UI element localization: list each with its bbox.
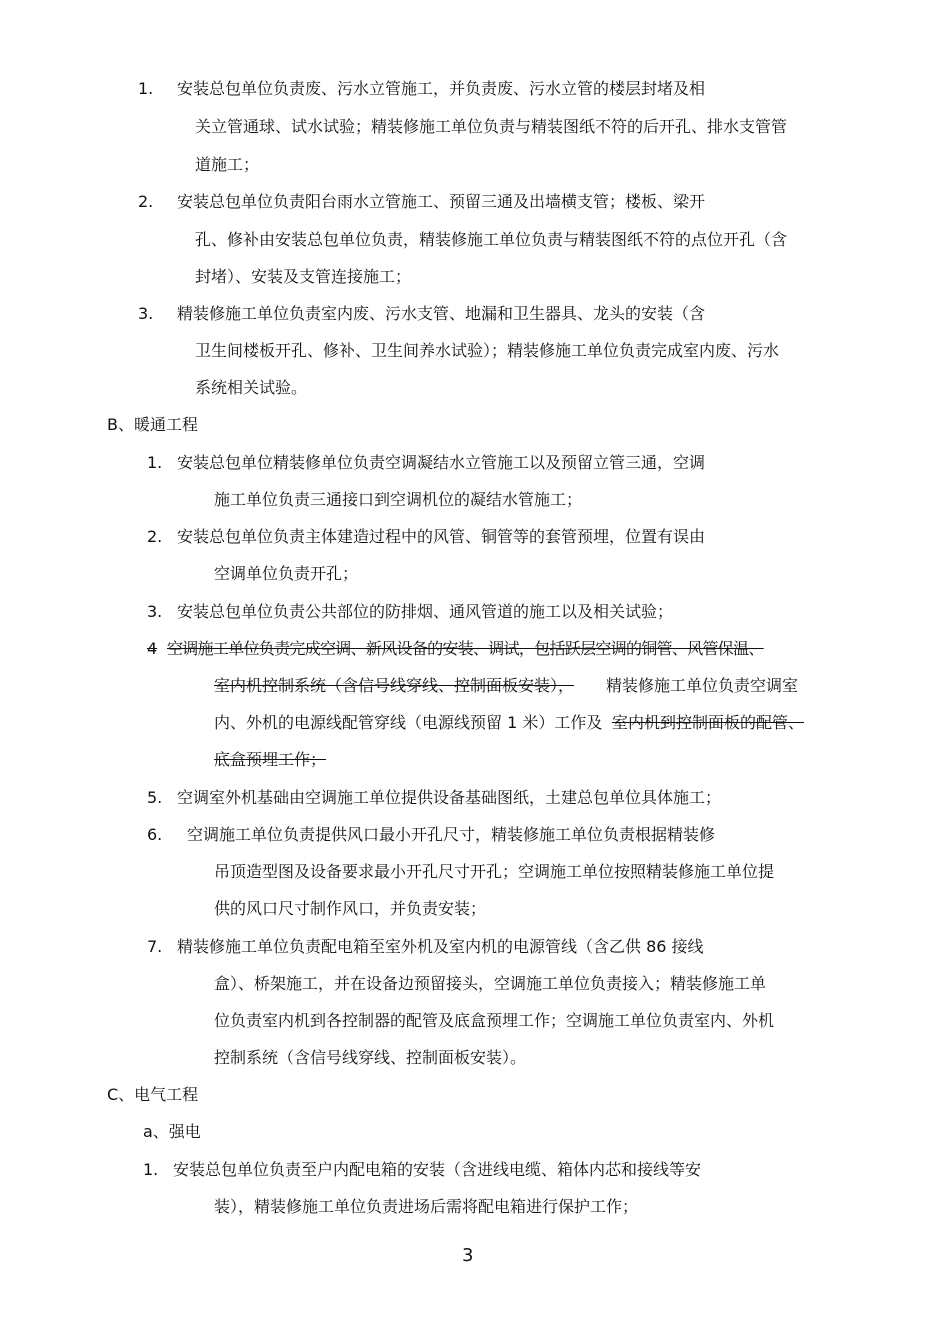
text-line: 安装总包单位负责公共部位的防排烟、通风管道的施工以及相关试验； — [177, 602, 674, 621]
text-line: 安装总包单位精装修单位负责空调凝结水立管施工以及预留立管三通，空调 — [177, 453, 706, 472]
list-number: 3. — [147, 602, 163, 621]
list-number: 4 — [147, 639, 158, 658]
text-line: 道施工； — [195, 155, 260, 174]
page-number: 3 — [462, 1245, 474, 1266]
text-line: 封堵）、安装及支管连接施工； — [195, 267, 412, 286]
text-line: 盒）、桥架施工，并在设备边预留接头，空调施工单位负责接入；精装修施工单 — [214, 974, 767, 993]
text-line: 空调室外机基础由空调施工单位提供设备基础图纸，土建总包单位具体施工； — [177, 788, 722, 807]
struck-text-line: 室内机到控制面板的配管、 — [612, 713, 805, 732]
text-line: 安装总包单位负责主体建造过程中的风管、铜管等的套管预埋，位置有误由 — [177, 527, 706, 546]
text-line: 位负责室内机到各控制器的配管及底盒预埋工作；空调施工单位负责室内、外机 — [214, 1011, 775, 1030]
text-line: 精装修施工单位负责空调室 — [606, 676, 799, 695]
section-heading: C、电气工程 — [107, 1085, 199, 1104]
list-number: 7. — [147, 937, 163, 956]
text-line: 精装修施工单位负责室内废、污水支管、地漏和卫生器具、龙头的安装（含 — [177, 304, 706, 323]
text-line: 空调单位负责开孔； — [214, 564, 359, 583]
list-number: 1. — [143, 1160, 159, 1179]
text-line: 施工单位负责三通接口到空调机位的凝结水管施工； — [214, 490, 583, 509]
struck-text-line: 底盒预埋工作； — [214, 750, 327, 769]
list-number: 5. — [147, 788, 163, 807]
list-number: 2. — [147, 527, 163, 546]
struck-text-line: 室内机控制系统（含信号线穿线、控制面板安装）， — [214, 676, 575, 695]
text-line: 内、外机的电源线配管穿线（电源线预留 1 米）工作及 — [214, 713, 603, 732]
text-line: 安装总包单位负责至户内配电箱的安装（含进线电缆、箱体内芯和接线等安 — [173, 1160, 702, 1179]
struck-text-line: 空调施工单位负责完成空调、新风设备的安装、调试，包括跃层空调的铜管、风管保温、 — [167, 639, 764, 658]
section-heading: B、暖通工程 — [107, 415, 198, 434]
text-line: 安装总包单位负责阳台雨水立管施工、预留三通及出墙横支管；楼板、梁开 — [177, 192, 706, 211]
text-line: 孔、修补由安装总包单位负责，精装修施工单位负责与精装图纸不符的点位开孔（含 — [195, 230, 788, 249]
subsection-heading: a、强电 — [143, 1122, 201, 1141]
text-line: 精装修施工单位负责配电箱至室外机及室内机的电源管线（含乙供 86 接线 — [177, 937, 704, 956]
text-line: 空调施工单位负责提供风口最小开孔尺寸，精装修施工单位负责根据精装修 — [187, 825, 716, 844]
list-number: 3. — [138, 304, 154, 323]
text-line: 安装总包单位负责废、污水立管施工，并负责废、污水立管的楼层封堵及相 — [177, 79, 706, 98]
text-line: 装），精装修施工单位负责进场后需将配电箱进行保护工作； — [214, 1197, 639, 1216]
text-line: 吊顶造型图及设备要求最小开孔尺寸开孔；空调施工单位按照精装修施工单位提 — [214, 862, 775, 881]
text-line: 关立管通球、试水试验；精装修施工单位负责与精装图纸不符的后开孔、排水支管管 — [195, 117, 788, 136]
text-line: 卫生间楼板开孔、修补、卫生间养水试验）；精装修施工单位负责完成室内废、污水 — [195, 341, 780, 360]
list-number: 1. — [138, 79, 154, 98]
list-number: 6. — [147, 825, 163, 844]
text-line: 供的风口尺寸制作风口，并负责安装； — [214, 899, 487, 918]
list-number: 2. — [138, 192, 154, 211]
text-line: 控制系统（含信号线穿线、控制面板安装）。 — [214, 1048, 527, 1067]
list-number: 1. — [147, 453, 163, 472]
text-line: 系统相关试验。 — [195, 378, 308, 397]
